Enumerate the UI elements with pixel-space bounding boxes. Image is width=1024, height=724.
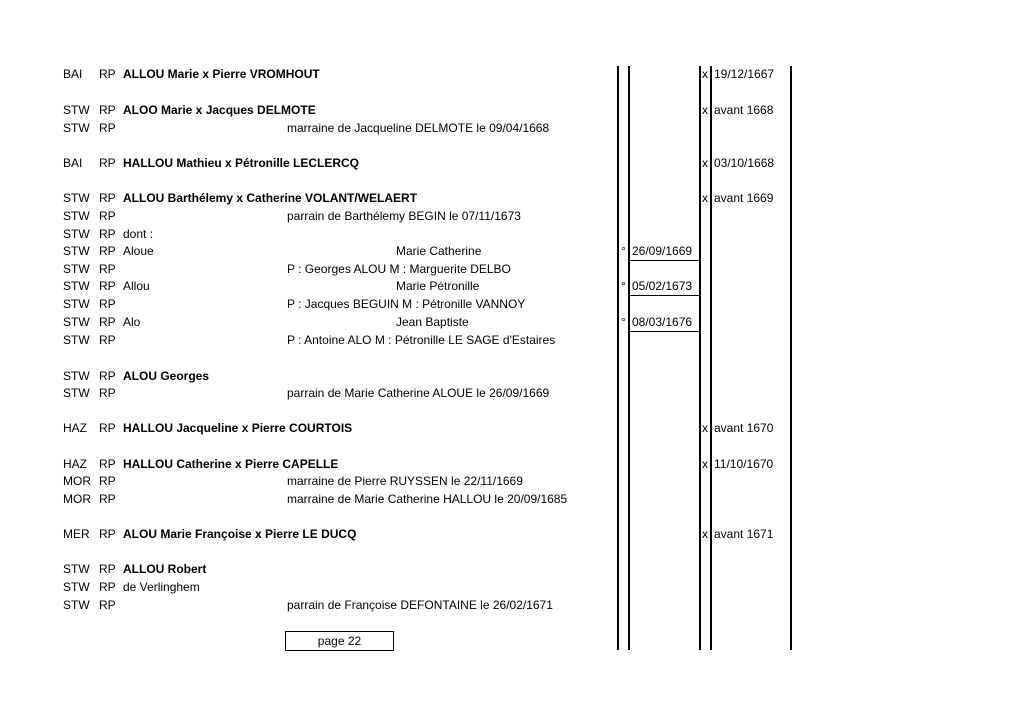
baptism-date: 26/09/1669 bbox=[632, 244, 693, 258]
entry-location: STW bbox=[63, 369, 90, 383]
entry-description: parrain de Françoise DEFONTAINE le 26/02/1671 bbox=[287, 598, 553, 612]
entry-register: RP bbox=[99, 244, 116, 258]
entry-location: STW bbox=[63, 598, 90, 612]
entry-name: ALOU Georges bbox=[123, 369, 210, 383]
entry-register: RP bbox=[99, 492, 116, 506]
entry-register: RP bbox=[99, 315, 116, 329]
entry-location: MOR bbox=[63, 474, 91, 488]
table-row bbox=[0, 419, 1024, 437]
entry-name: de Verlinghem bbox=[123, 580, 200, 594]
entry-location: STW bbox=[63, 227, 90, 241]
table-row bbox=[0, 189, 1024, 207]
entry-description: P : Jacques BEGUIN M : Pétronille VANNOY bbox=[287, 297, 526, 311]
marriage-mark: x bbox=[702, 156, 708, 170]
table-row bbox=[0, 207, 1024, 225]
baptism-mark: ° bbox=[621, 244, 626, 258]
entry-location: STW bbox=[63, 315, 90, 329]
entry-register: RP bbox=[99, 562, 116, 576]
entry-given-names: Marie Catherine bbox=[396, 244, 482, 258]
entry-register: RP bbox=[99, 67, 116, 81]
entry-register: RP bbox=[99, 297, 116, 311]
entry-register: RP bbox=[99, 227, 116, 241]
entry-register: RP bbox=[99, 333, 116, 347]
entry-location: STW bbox=[63, 262, 90, 276]
entry-location: STW bbox=[63, 580, 90, 594]
entry-register: RP bbox=[99, 421, 116, 435]
entry-description: marraine de Marie Catherine HALLOU le 20/09/1685 bbox=[287, 492, 568, 506]
entry-name: ALOO Marie x Jacques DELMOTE bbox=[123, 103, 316, 117]
table-row bbox=[0, 242, 1024, 260]
entry-name: ALLOU Barthélemy x Catherine VOLANT/WELAERT bbox=[123, 191, 418, 205]
entry-register: RP bbox=[99, 580, 116, 594]
entry-description: parrain de Marie Catherine ALOUE le 26/09/1669 bbox=[287, 386, 550, 400]
table-row bbox=[0, 367, 1024, 385]
marriage-date: 03/10/1668 bbox=[714, 156, 775, 170]
entry-name: Alo bbox=[123, 315, 141, 329]
table-row bbox=[0, 331, 1024, 349]
entry-register: RP bbox=[99, 191, 116, 205]
entry-location: STW bbox=[63, 103, 90, 117]
marriage-date: avant 1669 bbox=[714, 191, 774, 205]
entry-register: RP bbox=[99, 262, 116, 276]
table-row bbox=[0, 260, 1024, 278]
entry-register: RP bbox=[99, 457, 116, 471]
entry-location: STW bbox=[63, 333, 90, 347]
table-row bbox=[0, 277, 1024, 295]
entry-register: RP bbox=[99, 369, 116, 383]
table-row bbox=[0, 119, 1024, 137]
marriage-mark: x bbox=[702, 421, 708, 435]
entry-location: STW bbox=[63, 279, 90, 293]
entry-name: Allou bbox=[123, 279, 150, 293]
entry-register: RP bbox=[99, 527, 116, 541]
entry-location: STW bbox=[63, 562, 90, 576]
entry-name: ALOU Marie Françoise x Pierre LE DUCQ bbox=[123, 527, 357, 541]
entry-name: HALLOU Mathieu x Pétronille LECLERCQ bbox=[123, 156, 360, 170]
table-row bbox=[0, 455, 1024, 473]
table-row bbox=[0, 578, 1024, 596]
entry-register: RP bbox=[99, 156, 116, 170]
marriage-mark: x bbox=[702, 67, 708, 81]
entry-location: MER bbox=[63, 527, 90, 541]
baptism-mark: ° bbox=[621, 279, 626, 293]
entry-location: STW bbox=[63, 297, 90, 311]
baptism-date: 08/03/1676 bbox=[632, 315, 693, 329]
entry-register: RP bbox=[99, 103, 116, 117]
page-number: page 22 bbox=[285, 631, 394, 651]
table-row bbox=[0, 295, 1024, 313]
entry-location: STW bbox=[63, 121, 90, 135]
baptism-mark: ° bbox=[621, 315, 626, 329]
entry-given-names: Jean Baptiste bbox=[396, 315, 469, 329]
entry-location: STW bbox=[63, 209, 90, 223]
entry-register: RP bbox=[99, 121, 116, 135]
entry-location: STW bbox=[63, 191, 90, 205]
entry-description: P : Georges ALOU M : Marguerite DELBO bbox=[287, 262, 511, 276]
entry-register: RP bbox=[99, 279, 116, 293]
marriage-date: 11/10/1670 bbox=[714, 457, 774, 471]
entry-description: marraine de Jacqueline DELMOTE le 09/04/1668 bbox=[287, 121, 550, 135]
entry-register: RP bbox=[99, 598, 116, 612]
baptism-date: 05/02/1673 bbox=[632, 279, 693, 293]
entry-description: P : Antoine ALO M : Pétronille LE SAGE d'Estaires bbox=[287, 333, 556, 347]
entry-location: MOR bbox=[63, 492, 91, 506]
marriage-date: avant 1668 bbox=[714, 103, 774, 117]
marriage-mark: x bbox=[702, 457, 708, 471]
marriage-date: avant 1670 bbox=[714, 421, 774, 435]
entry-register: RP bbox=[99, 209, 116, 223]
entry-given-names: Marie Pétronille bbox=[396, 279, 480, 293]
entry-name: Aloue bbox=[123, 244, 154, 258]
table-row bbox=[0, 65, 1024, 83]
entry-location: STW bbox=[63, 244, 90, 258]
entry-location: BAI bbox=[63, 67, 83, 81]
table-row bbox=[0, 525, 1024, 543]
entry-name: ALLOU Marie x Pierre VROMHOUT bbox=[123, 67, 320, 81]
marriage-date: 19/12/1667 bbox=[714, 67, 775, 81]
marriage-mark: x bbox=[702, 191, 708, 205]
marriage-mark: x bbox=[702, 103, 708, 117]
table-row bbox=[0, 313, 1024, 331]
entry-name: HALLOU Catherine x Pierre CAPELLE bbox=[123, 457, 339, 471]
table-row bbox=[0, 101, 1024, 119]
table-row bbox=[0, 384, 1024, 402]
table-row bbox=[0, 154, 1024, 172]
entry-name: dont : bbox=[123, 227, 154, 241]
table-row bbox=[0, 490, 1024, 508]
table-row bbox=[0, 596, 1024, 614]
entry-register: RP bbox=[99, 386, 116, 400]
marriage-date: avant 1671 bbox=[714, 527, 774, 541]
table-row bbox=[0, 472, 1024, 490]
entry-location: STW bbox=[63, 386, 90, 400]
table-row bbox=[0, 560, 1024, 578]
entry-name: ALLOU Robert bbox=[123, 562, 207, 576]
entry-location: HAZ bbox=[63, 457, 87, 471]
table-row bbox=[0, 225, 1024, 243]
marriage-mark: x bbox=[702, 527, 708, 541]
entry-location: BAI bbox=[63, 156, 83, 170]
entry-location: HAZ bbox=[63, 421, 87, 435]
entry-description: marraine de Pierre RUYSSEN le 22/11/1669 bbox=[287, 474, 523, 488]
entry-register: RP bbox=[99, 474, 116, 488]
entry-description: parrain de Barthélemy BEGIN le 07/11/1673 bbox=[287, 209, 521, 223]
entry-name: HALLOU Jacqueline x Pierre COURTOIS bbox=[123, 421, 353, 435]
